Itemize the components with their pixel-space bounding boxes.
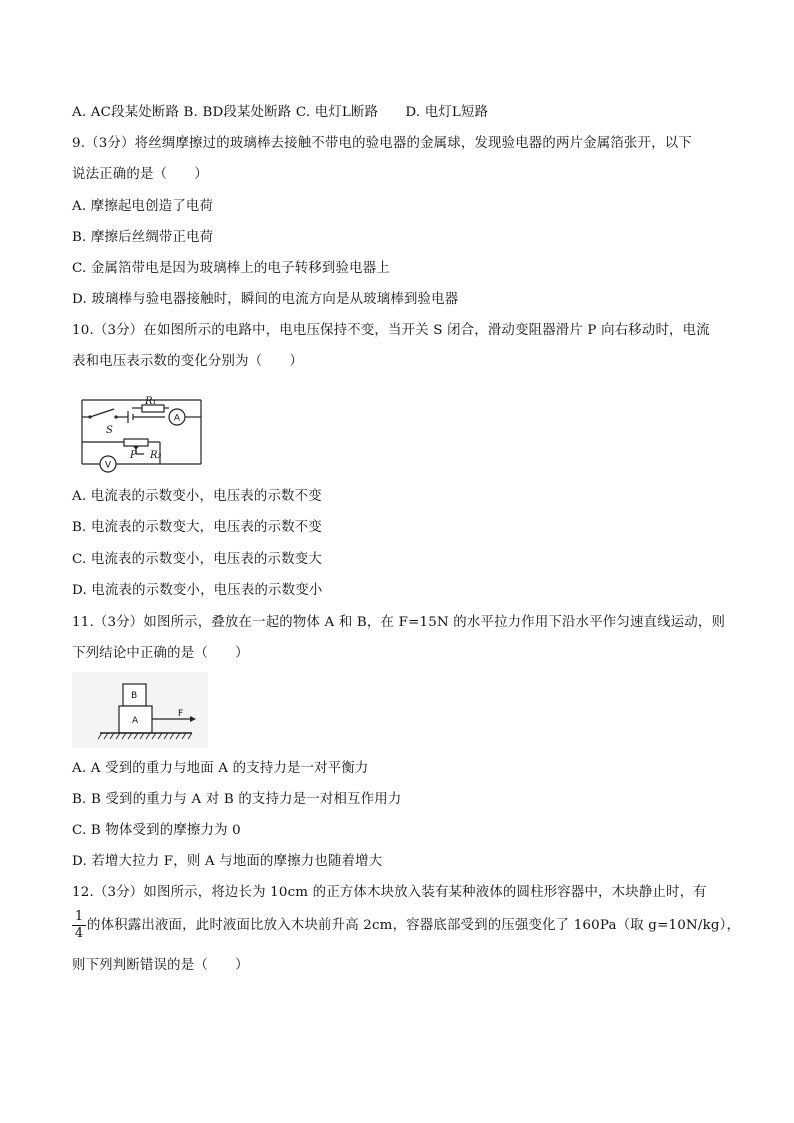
q10-option-c: C. 电流表的示数变小，电压表的示数变大	[72, 552, 322, 567]
fraction-numerator: 1	[72, 910, 86, 926]
q10-option-b: B. 电流表的示数变大，电压表的示数不变	[72, 520, 322, 535]
q10-option-a: A. 电流表的示数变小，电压表的示数不变	[72, 489, 322, 504]
switch-label: S	[106, 425, 113, 436]
q9-option-b: B. 摩擦后丝绸带正电荷	[72, 230, 214, 245]
fraction-denominator: 4	[74, 926, 84, 941]
q11-option-c: C. B 物体受到的摩擦力为 0	[72, 823, 241, 838]
q9-stem-line2: 说法正确的是（ ）	[72, 167, 208, 182]
q10-stem-line1: 10.（3分）在如图所示的电路中，电电压保持不变，当开关 S 闭合，滑动变阻器滑片 P 向右移动时，电流	[72, 323, 710, 338]
q11-option-a: A. A 受到的重力与地面 A 的支持力是一对平衡力	[72, 761, 369, 776]
q9-option-c: C. 金属箔带电是因为玻璃棒上的电子转移到验电器上	[72, 261, 390, 276]
voltmeter-label: V	[104, 460, 112, 471]
one-quarter-fraction	[72, 910, 86, 941]
q10-stem-line2: 表和电压表示数的变化分别为（ ）	[72, 354, 304, 369]
block-b-label: B	[131, 691, 138, 701]
q9-stem-line1: 9.（3分）将丝绸摩擦过的玻璃棒去接触不带电的验电器的金属球，发现验电器的两片金属箔张开，以下	[72, 136, 692, 151]
q11-option-b: B. B 受到的重力与 A 对 B 的支持力是一对相互作用力	[72, 792, 402, 807]
r2-label: R₂	[150, 450, 162, 461]
q11-stem-line1: 11.（3分）如图所示，叠放在一起的物体 A 和 B，在 F=15N 的水平拉力作用下沿水平作匀速直线运动，则	[72, 615, 726, 630]
q9-option-d: D. 玻璃棒与验电器接触时，瞬间的电流方向是从玻璃棒到验电器	[72, 292, 459, 307]
slider-label: P	[130, 450, 137, 461]
force-label: F	[178, 709, 184, 719]
r1-label: R₁	[145, 396, 157, 407]
q11-stem-line2: 下列结论中正确的是（ ）	[72, 646, 249, 661]
q12-stem-line2: 的体积露出液面，此时液面比放入木块前升高 2cm，容器底部受到的压强变化了 160Pa（取 g=10N/kg），	[87, 918, 741, 933]
stacked-blocks-diagram	[72, 672, 208, 748]
ammeter-label: A	[173, 413, 181, 424]
q11-option-d: D. 若增大拉力 F，则 A 与地面的摩擦力也随着增大	[72, 854, 383, 869]
q12-stem-line1: 12.（3分）如图所示，将边长为 10cm 的正方体木块放入装有某种液体的圆柱形容器中，木块静止时，有	[72, 885, 707, 900]
q12-stem-line3: 则下列判断错误的是（ ）	[72, 958, 249, 973]
circuit-diagram	[72, 382, 208, 474]
q10-option-d: D. 电流表的示数变小，电压表的示数变小	[72, 583, 323, 598]
block-a-label: A	[132, 716, 139, 726]
q9-option-a: A. 摩擦起电创造了电荷	[72, 199, 214, 214]
q8-options: A. AC段某处断路 B. BD段某处断路 C. 电灯L断路 D. 电灯L短路	[72, 105, 489, 120]
